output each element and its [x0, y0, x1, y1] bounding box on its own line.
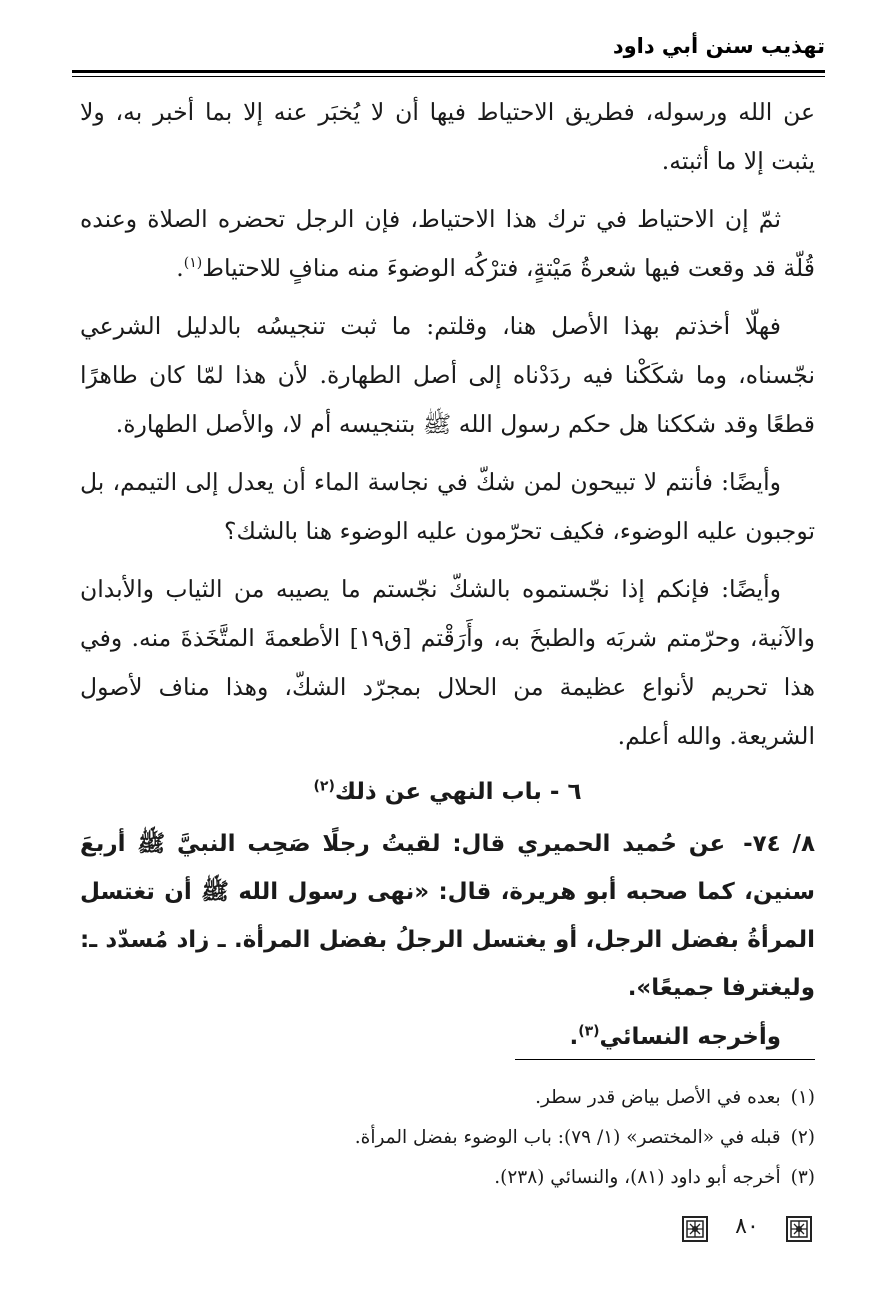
header-rule-thick	[72, 70, 825, 73]
chapter-number: ٦	[567, 779, 582, 805]
takhrij-end: .	[569, 1024, 579, 1050]
paragraph	[80, 195, 815, 293]
takhrij-line	[80, 1012, 815, 1062]
footnote-mark: (٣)	[790, 1167, 815, 1188]
chapter-heading	[80, 770, 815, 814]
chapter-dash: -	[549, 779, 560, 805]
footnote-ref[interactable]: (١)	[183, 255, 203, 272]
paragraph-text: فهلّا أخذتم بهذا الأصل هنا، وقلتم: ما ثبت تنجيسُه بالدليل الشرعي نجّسناه، وما شكَكْنا فيه ردَدْناه إلى أصل الطهارة. لأن هذا لمّا كان طاهرًا قطعًا وقد شككنا هل حكم رسول الله ﷺ بتنجيسه أم لا، والأصل الطهارة.	[80, 312, 815, 438]
hadith-block	[80, 820, 815, 1012]
paragraph	[80, 458, 815, 556]
running-title: تهذيب سنن أبي داود	[612, 34, 825, 58]
footnotes	[80, 1078, 815, 1198]
hadith-number: ٨/ ٧٤-	[743, 831, 815, 857]
paragraph	[80, 88, 815, 186]
footnote	[80, 1158, 815, 1198]
footnote-ref[interactable]: (٢)	[313, 778, 335, 795]
paragraph-text: وأيضًا: فأنتم لا تبيحون لمن شكّ في نجاسة الماء أن يعدل إلى التيمم، بل توجبون عليه الوضوء، فكيف تحرّمون عليه الوضوء هنا بالشك؟	[80, 468, 815, 545]
footnote	[80, 1118, 815, 1158]
paragraph-text: ثمّ إن الاحتياط في ترك هذا الاحتياط، فإن الرجل تحضره الصلاة وعنده قُلّة قد وقعت فيها شعرةُ مَيْتةٍ، فترْكُه الوضوءَ منه منافٍ للاحتياط	[80, 205, 815, 282]
knot-ornament-icon	[786, 1216, 812, 1242]
chapter-title: باب النهي عن ذلك	[334, 779, 542, 805]
footnote-text: بعده في الأصل بياض قدر سطر.	[535, 1087, 781, 1108]
header-rule-thin	[72, 76, 825, 77]
footnote-mark: (٢)	[790, 1127, 815, 1148]
footnote-separator	[515, 1059, 815, 1060]
takhrij-text: وأخرجه النسائي	[599, 1024, 781, 1050]
paragraph-text: عن الله ورسوله، فطريق الاحتياط فيها أن لا يُخبَر عنه إلا بما أخبر به، ولا يثبت إلا ما أثبته.	[80, 98, 815, 175]
knot-ornament-icon	[682, 1216, 708, 1242]
main-text	[80, 88, 815, 1062]
footnote-mark: (١)	[790, 1087, 815, 1108]
hadith-text: عن حُميد الحميري قال: لقيتُ رجلًا صَحِب النبيَّ ﷺ أربعَ سنين، كما صحبه أبو هريرة، قال: «نهى رسول الله ﷺ أن تغتسل المرأةُ بفضل الرجل، أو يغتسل الرجلُ بفضل المرأة. ـ زاد مُسدّد ـ: وليغترفا جميعًا».	[80, 831, 815, 1001]
paragraph	[80, 302, 815, 449]
paragraph-end: .	[176, 254, 184, 282]
footnote-ref[interactable]: (٣)	[578, 1023, 600, 1040]
footnote-text: أخرجه أبو داود (٨١)، والنسائي (٢٣٨).	[494, 1167, 781, 1188]
paragraph	[80, 565, 815, 761]
footnote	[80, 1078, 815, 1118]
footnote-text: قبله في «المختصر» (١/ ٧٩): باب الوضوء بفضل المرأة.	[354, 1127, 781, 1148]
page-number: ٨٠	[735, 1214, 759, 1239]
paragraph-text: وأيضًا: فإنكم إذا نجّستموه بالشكّ نجّستم ما يصيبه من الثياب والأبدان والآنية، وحرّمتم شربَه والطبخَ به، وأَرَقْتم [ق١٩] الأطعمةَ المتَّخَذةَ منه. وفي هذا تحريم لأنواع عظيمة من الحلال بمجرّد الشكّ، وهذا مناف لأصول الشريعة. والله أعلم.	[80, 575, 815, 750]
page-footer	[682, 1210, 812, 1250]
